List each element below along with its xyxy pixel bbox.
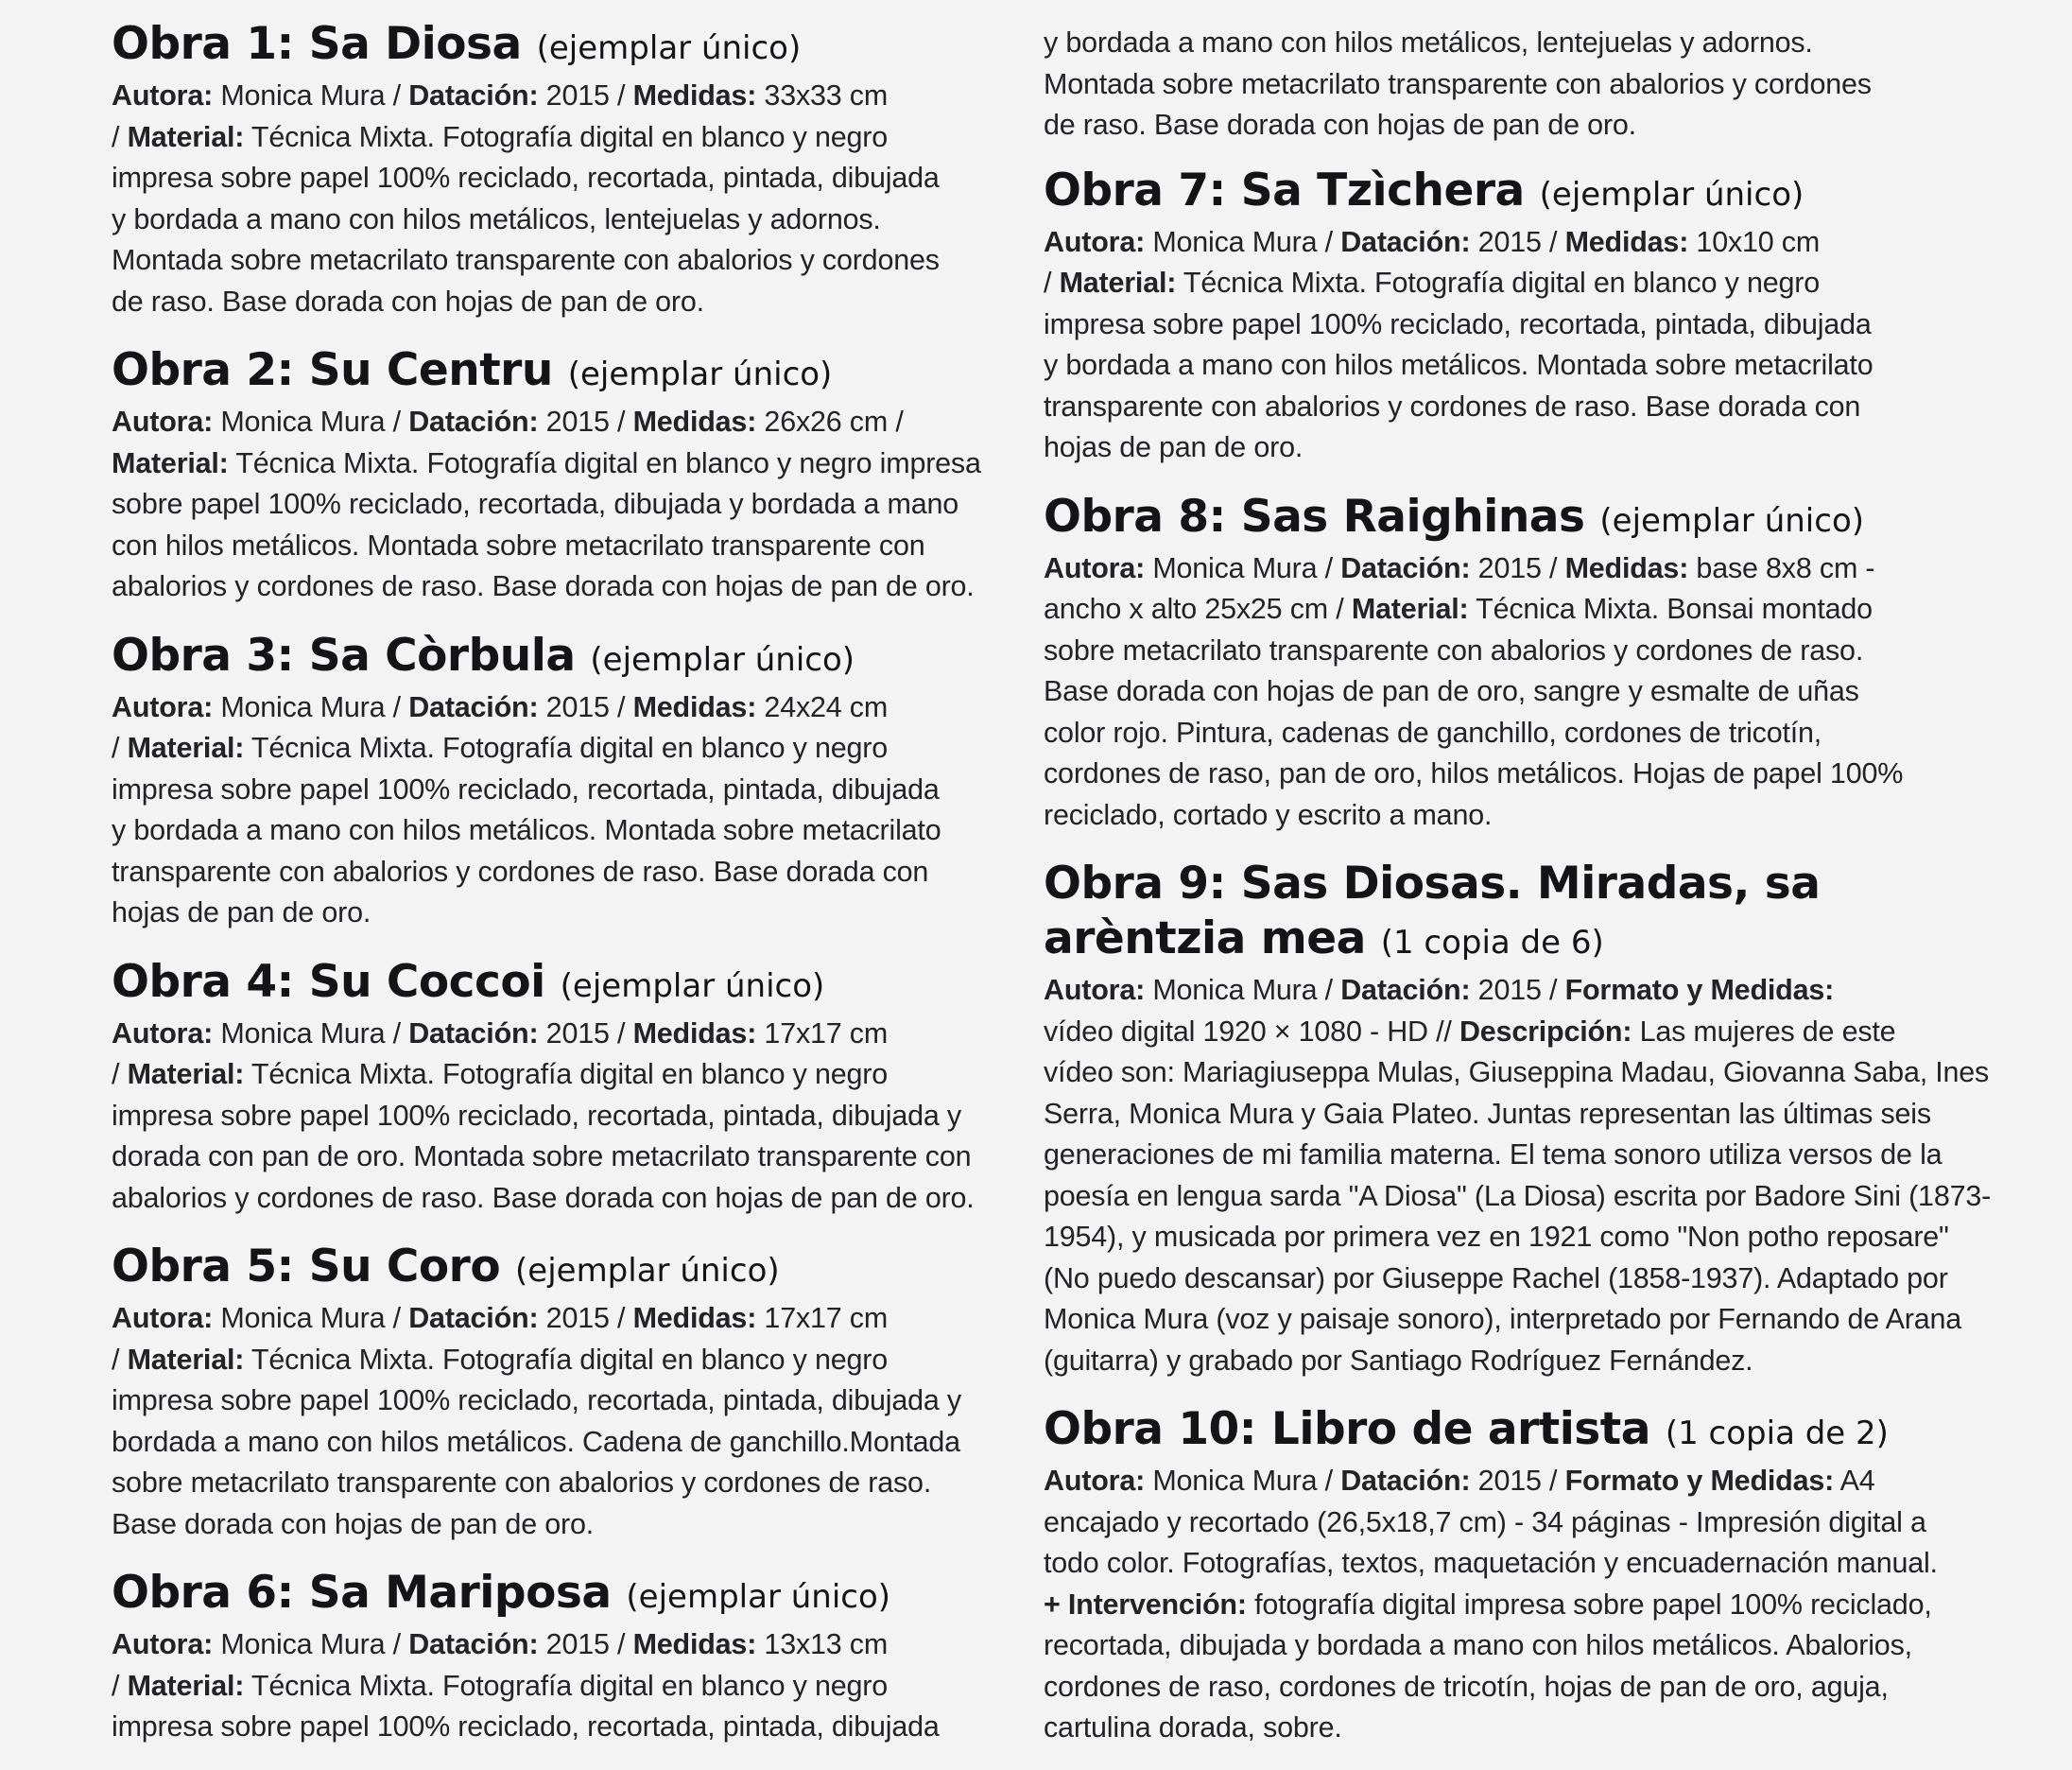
- description-line: [112, 1422, 1019, 1464]
- description-line: [1044, 589, 1951, 631]
- description-line: [1044, 1299, 1962, 1341]
- description-line: [112, 1298, 1019, 1340]
- artwork-edition: (ejemplar único): [567, 356, 833, 393]
- description-line: [112, 76, 1019, 117]
- artwork-edition: (ejemplar único): [626, 1578, 891, 1616]
- artwork-description: [112, 1298, 1019, 1545]
- artwork-entry-continuation: [1044, 23, 1951, 147]
- field-value: de raso. Base dorada con hojas de pan de oro.: [1044, 109, 1636, 141]
- description-line: [112, 402, 1019, 443]
- artwork-edition: (ejemplar único): [1599, 501, 1865, 540]
- field-value: 2015 /: [1470, 225, 1565, 258]
- field-label: Datación:: [408, 1302, 539, 1334]
- field-value: encajado y recortado (26,5x18,7 cm) - 34 páginas - Impresión digital a: [1044, 1505, 1926, 1538]
- field-label: Autora:: [112, 1016, 214, 1050]
- artwork-edition: (ejemplar único): [560, 966, 825, 1005]
- field-value: bordada a mano con hilos metálicos. Cadena de ganchillo.Montada: [112, 1425, 960, 1458]
- artwork-entry: [112, 955, 1019, 1220]
- artwork-edition: (1 copia de 6): [1380, 924, 1604, 962]
- artwork-title-text: Obra 9: Sas Diosas. Miradas, sa: [1044, 858, 1821, 910]
- description-line: [1044, 64, 1951, 106]
- description-line: [112, 893, 1019, 934]
- field-value: Técnica Mixta. Fotografía digital en blanco y negro: [244, 732, 888, 764]
- field-label: Material:: [127, 732, 245, 764]
- field-value: base 8x8 cm -: [1688, 551, 1875, 584]
- artwork-title-text: Obra 1: Sa Diosa: [112, 18, 522, 70]
- description-line: [112, 1666, 1019, 1708]
- field-value: 17x17 cm: [756, 1302, 889, 1334]
- field-value: cartulina dorada, sobre.: [1044, 1711, 1342, 1744]
- field-value: sobre metacrilato transparente con abalorios y cordones de raso.: [112, 1466, 932, 1499]
- field-value: impresa sobre papel 100% reciclado, recortada, pintada, dibujada: [1044, 307, 1872, 340]
- description-line: [1044, 754, 1951, 795]
- artwork-entry: [112, 1566, 1019, 1748]
- field-value: reciclado, cortado y escrito a mano.: [1044, 798, 1493, 831]
- artwork-title: [112, 1566, 1019, 1624]
- description-line: [1044, 1176, 1992, 1218]
- field-label: Autora:: [1044, 1465, 1146, 1497]
- description-line: [1044, 1341, 1951, 1382]
- field-value: impresa sobre papel 100% reciclado, recortada, pintada, dibujada y: [112, 1384, 961, 1416]
- field-value: (guitarra) y grabado por Santiago Rodríguez Fernández.: [1044, 1344, 1753, 1377]
- description-line: [112, 1624, 1019, 1666]
- artwork-edition: (ejemplar único): [515, 1252, 780, 1290]
- artwork-description: [1044, 548, 1951, 837]
- description-line: [112, 1707, 1019, 1748]
- description-line: [112, 117, 1019, 159]
- description-line: [112, 1014, 1019, 1055]
- field-label: Medidas:: [632, 1302, 757, 1334]
- field-value: y bordada a mano con hilos metálicos. Montada sobre metacrilato: [1044, 349, 1873, 381]
- right-column: [1044, 23, 1992, 1770]
- description-line: [1044, 304, 1951, 346]
- artwork-description: [112, 1014, 1019, 1220]
- field-label: Autora:: [112, 1302, 214, 1334]
- field-value: abalorios y cordones de raso. Base dorada con hojas de pan de oro.: [112, 1181, 975, 1214]
- field-label: Medidas:: [632, 406, 757, 438]
- field-label: Medidas:: [632, 1628, 757, 1660]
- field-label: Autora:: [112, 690, 214, 723]
- field-label: Autora:: [112, 1628, 214, 1660]
- artwork-description: [1044, 970, 1992, 1381]
- description-line: [1044, 105, 1951, 147]
- description-line: [112, 1463, 1019, 1504]
- field-value: sobre metacrilato transparente con abalorios y cordones de raso.: [1044, 633, 1864, 667]
- field-value: Base dorada con hojas de pan de oro, sangre y esmalte de uñas: [1044, 675, 1859, 707]
- field-label: Medidas:: [632, 1016, 757, 1050]
- description-line: [112, 443, 1019, 485]
- description-line: [1044, 1258, 1951, 1300]
- artwork-title: [112, 629, 1019, 687]
- field-value: 2015 /: [538, 1628, 633, 1660]
- description-line: [112, 810, 1019, 852]
- artwork-edition: (ejemplar único): [536, 29, 802, 67]
- description-line: [112, 526, 1019, 567]
- artwork-description: [1044, 23, 1951, 147]
- field-value: Monica Mura /: [1145, 551, 1341, 584]
- artwork-entry: [1044, 1402, 1951, 1749]
- field-label: Medidas:: [1564, 225, 1689, 258]
- description-line: [1044, 671, 1951, 713]
- artwork-title-text: Obra 2: Su Centru: [112, 344, 553, 396]
- field-value: 24x24 cm: [756, 690, 889, 723]
- description-line: [1044, 1585, 1951, 1626]
- field-value: fotografía digital impresa sobre papel 100% reciclado,: [1246, 1588, 1932, 1621]
- description-line: [112, 1178, 1019, 1220]
- description-line: [1044, 427, 1951, 469]
- field-label: Datación:: [408, 79, 539, 112]
- artwork-entry: [112, 343, 1019, 608]
- field-value: 2015 /: [538, 79, 633, 112]
- artwork-title: [112, 1240, 1019, 1298]
- description-line: [1044, 713, 1951, 755]
- description-line: [1044, 387, 1951, 428]
- artwork-title-text: Obra 7: Sa Tzìchera: [1044, 164, 1525, 217]
- field-value: sobre papel 100% reciclado, recortada, dibujada y bordada a mano: [112, 488, 959, 520]
- field-value: 2015 /: [538, 690, 633, 723]
- description-line: [112, 282, 1019, 323]
- artwork-description: [112, 402, 1019, 608]
- field-value: cordones de raso, pan de oro, hilos metálicos. Hojas de papel 100%: [1044, 757, 1904, 790]
- field-value: Monica Mura /: [213, 1016, 409, 1050]
- field-label: Medidas:: [632, 690, 757, 723]
- description-line: [1044, 1094, 1951, 1136]
- field-value: /: [1044, 267, 1060, 299]
- field-value: Serra, Monica Mura y Gaia Plateo. Juntas representan las últimas seis: [1044, 1097, 1931, 1130]
- field-label: Material:: [127, 1343, 245, 1376]
- field-value: y bordada a mano con hilos metálicos. Montada sobre metacrilato: [112, 814, 941, 846]
- field-value: 2015 /: [538, 1016, 633, 1050]
- field-value: Monica Mura (voz y paisaje sonoro), interpretado por Fernando de Arana: [1044, 1303, 1962, 1335]
- artwork-description: [1044, 1461, 1951, 1749]
- description-line: [1044, 1708, 1951, 1749]
- artwork-entry: [1044, 164, 1951, 469]
- description-line: [1044, 1625, 1951, 1667]
- field-value: Monica Mura /: [213, 1302, 409, 1334]
- description-line: [112, 1054, 1019, 1096]
- description-line: [1044, 1502, 1951, 1544]
- field-value: abalorios y cordones de raso. Base dorada con hojas de pan de oro.: [112, 570, 975, 602]
- field-label: Material:: [1059, 267, 1177, 299]
- field-value: ancho x alto 25x25 cm /: [1044, 593, 1352, 625]
- field-label: Material:: [1351, 593, 1469, 625]
- field-label: Formato y Medidas:: [1564, 974, 1835, 1006]
- field-label: Autora:: [112, 406, 214, 438]
- description-line: [112, 687, 1019, 729]
- field-value: impresa sobre papel 100% reciclado, recortada, pintada, dibujada: [112, 162, 940, 194]
- field-value: Técnica Mixta. Fotografía digital en blanco y negro: [1176, 267, 1820, 299]
- field-value: con hilos metálicos. Montada sobre metacrilato transparente con: [112, 529, 925, 562]
- description-line: [112, 1096, 1019, 1137]
- description-line: [112, 728, 1019, 770]
- field-value: cordones de raso, cordones de tricotín, hojas de pan de oro, aguja,: [1044, 1670, 1889, 1703]
- field-value: Técnica Mixta. Fotografía digital en blanco y negro: [244, 1343, 888, 1376]
- description-line: [112, 484, 1019, 526]
- artwork-entry: [1044, 857, 1992, 1381]
- artwork-title: [112, 17, 1019, 76]
- field-value: 26x26 cm /: [756, 406, 904, 438]
- field-value: Montada sobre metacrilato transparente con abalorios y cordones: [1044, 67, 1872, 100]
- field-value: 10x10 cm: [1688, 225, 1821, 258]
- description-line: [112, 1137, 1019, 1178]
- description-line: [1044, 1217, 1951, 1258]
- field-value: Monica Mura /: [1145, 974, 1341, 1006]
- left-column: [112, 17, 1019, 1769]
- field-value: Monica Mura /: [213, 1628, 409, 1660]
- artwork-title: [1044, 1402, 1951, 1461]
- artwork-title: [112, 955, 1019, 1014]
- field-value: color rojo. Pintura, cadenas de ganchillo, cordones de tricotín,: [1044, 716, 1822, 749]
- description-line: [112, 852, 1019, 894]
- field-label: Formato y Medidas:: [1564, 1465, 1835, 1497]
- field-value: 2015 /: [1470, 1465, 1565, 1497]
- artwork-description: [112, 1624, 1019, 1748]
- description-line: [1044, 970, 1951, 1012]
- description-line: [112, 158, 1019, 200]
- field-label: Autora:: [1044, 225, 1146, 258]
- artwork-title: [112, 343, 1019, 402]
- artwork-edition: (1 copia de 2): [1665, 1414, 1889, 1452]
- description-line: [1044, 1052, 1990, 1094]
- field-label: Datación:: [408, 406, 539, 438]
- artwork-entry: [112, 1240, 1019, 1545]
- field-value: Monica Mura /: [1145, 225, 1341, 258]
- field-value: Base dorada con hojas de pan de oro.: [112, 1507, 594, 1540]
- field-value: Monica Mura /: [213, 79, 409, 112]
- description-line: [112, 1340, 1019, 1381]
- field-value: transparente con abalorios y cordones de raso. Base dorada con: [1044, 390, 1861, 423]
- description-line: [1044, 795, 1951, 837]
- field-value: Técnica Mixta. Fotografía digital en blanco y negro: [244, 120, 888, 153]
- field-value: impresa sobre papel 100% reciclado, recortada, pintada, dibujada: [112, 772, 940, 806]
- description-line: [1044, 263, 1951, 304]
- field-value: /: [112, 1058, 128, 1090]
- artwork-title: [1044, 857, 1951, 970]
- field-label: Descripción:: [1459, 1015, 1632, 1048]
- field-label: Autora:: [112, 79, 214, 112]
- field-value: impresa sobre papel 100% reciclado, recortada, pintada, dibujada y: [112, 1099, 961, 1132]
- field-label: Datación:: [408, 690, 539, 723]
- description-line: [1044, 23, 1951, 64]
- artwork-title-text: Obra 8: Sas Raighinas: [1044, 490, 1585, 543]
- field-value: Técnica Mixta. Fotografía digital en blanco y negro: [244, 1058, 888, 1090]
- field-value: todo color. Fotografías, textos, maquetación y encuadernación manual.: [1044, 1547, 1938, 1579]
- artwork-edition: (ejemplar único): [1539, 175, 1804, 214]
- description-line: [112, 240, 1019, 282]
- description-line: [1044, 345, 1951, 387]
- artwork-title-text: Obra 4: Su Coccoi: [112, 955, 545, 1008]
- description-line: [112, 200, 1019, 241]
- artwork-title-text: Obra 6: Sa Mariposa: [112, 1567, 612, 1619]
- field-value: hojas de pan de oro.: [112, 896, 371, 928]
- description-line: [1044, 1461, 1951, 1502]
- field-value: A4: [1834, 1465, 1875, 1497]
- field-value: 13x13 cm: [756, 1628, 889, 1660]
- artwork-entry: [112, 629, 1019, 934]
- field-label: Datación:: [1340, 974, 1471, 1006]
- field-value: generaciones de mi familia materna. El tema sonoro utiliza versos de la: [1044, 1138, 1942, 1171]
- field-label: Datación:: [1340, 1465, 1471, 1497]
- description-line: [1044, 1012, 1951, 1053]
- field-value: 2015 /: [1470, 974, 1565, 1006]
- artwork-edition: (ejemplar único): [590, 640, 855, 679]
- description-line: [112, 1504, 1019, 1546]
- description-line: [112, 770, 1019, 811]
- field-value: poesía en lengua sarda "A Diosa" (La Diosa) escrita por Badore Sini (1873-: [1044, 1179, 1992, 1212]
- description-line: [112, 566, 1019, 608]
- description-line: [1044, 548, 1951, 590]
- field-label: Autora:: [1044, 551, 1146, 584]
- artwork-entry: [112, 17, 1019, 322]
- field-label: Material:: [127, 120, 245, 153]
- field-value: de raso. Base dorada con hojas de pan de oro.: [112, 285, 704, 318]
- field-label: Datación:: [1340, 551, 1471, 584]
- field-label: Autora:: [1044, 974, 1146, 1006]
- description-line: [112, 1380, 1019, 1422]
- field-value: /: [112, 1669, 128, 1702]
- field-value: (No puedo descansar) por Giuseppe Rachel (1858-1937). Adaptado por: [1044, 1261, 1948, 1294]
- field-label: Medidas:: [632, 79, 757, 112]
- field-label: Material:: [112, 446, 229, 479]
- field-value: Técnica Mixta. Fotografía digital en blanco y negro impresa: [228, 446, 981, 479]
- field-value: vídeo son: Mariagiuseppa Mulas, Giuseppina Madau, Giovanna Saba, Ines: [1044, 1056, 1990, 1088]
- field-value: Monica Mura /: [1145, 1465, 1341, 1497]
- artwork-title: [1044, 164, 1951, 222]
- field-value: vídeo digital 1920 × 1080 - HD //: [1044, 1015, 1459, 1048]
- field-label: Material:: [127, 1669, 245, 1702]
- description-line: [1044, 222, 1951, 264]
- field-value: Técnica Mixta. Bonsai montado: [1468, 593, 1873, 625]
- artwork-title: [1044, 490, 1951, 548]
- field-value: 17x17 cm: [756, 1016, 889, 1050]
- artwork-description: [112, 687, 1019, 934]
- field-value: transparente con abalorios y cordones de raso. Base dorada con: [112, 855, 929, 888]
- artwork-entry: [1044, 490, 1951, 837]
- field-value: Montada sobre metacrilato transparente con abalorios y cordones: [112, 244, 940, 276]
- field-label: Datación:: [1340, 225, 1471, 258]
- field-label: Medidas:: [1564, 551, 1689, 584]
- field-value: Técnica Mixta. Fotografía digital en blanco y negro: [244, 1669, 888, 1702]
- field-value: /: [112, 120, 128, 153]
- field-value: 1954), y musicada por primera vez en 1921 como "Non potho reposare": [1044, 1221, 1949, 1253]
- field-label: + Intervención:: [1044, 1588, 1247, 1621]
- field-label: Datación:: [408, 1016, 539, 1050]
- field-value: Las mujeres de este: [1632, 1015, 1896, 1048]
- description-line: [1044, 631, 1951, 672]
- field-label: Material:: [127, 1058, 245, 1090]
- field-value: y bordada a mano con hilos metálicos, lentejuelas y adornos.: [1044, 26, 1813, 59]
- artwork-title-text: Obra 5: Su Coro: [112, 1241, 501, 1293]
- artwork-title-text: Obra 3: Sa Còrbula: [112, 629, 576, 682]
- artwork-description: [1044, 222, 1951, 469]
- field-value: 2015 /: [1470, 551, 1565, 584]
- artwork-title-text-continued: arèntzia mea: [1044, 912, 1366, 964]
- field-value: 2015 /: [538, 1302, 633, 1334]
- field-value: y bordada a mano con hilos metálicos, lentejuelas y adornos.: [112, 202, 881, 235]
- field-value: /: [112, 732, 128, 764]
- field-value: 33x33 cm: [756, 79, 889, 112]
- description-line: [1044, 1543, 1951, 1585]
- field-value: /: [112, 1343, 128, 1376]
- field-label: Datación:: [408, 1628, 539, 1660]
- field-value: 2015 /: [538, 406, 633, 438]
- field-value: hojas de pan de oro.: [1044, 431, 1304, 463]
- field-value: impresa sobre papel 100% reciclado, recortada, pintada, dibujada: [112, 1710, 940, 1743]
- artwork-description: [112, 76, 1019, 322]
- field-value: recortada, dibujada y bordada a mano con hilos metálicos. Abalorios,: [1044, 1629, 1912, 1661]
- field-value: Monica Mura /: [213, 406, 409, 438]
- field-value: Monica Mura /: [213, 690, 409, 723]
- description-line: [1044, 1135, 1951, 1176]
- field-value: dorada con pan de oro. Montada sobre metacrilato transparente con: [112, 1140, 972, 1172]
- artwork-title-text: Obra 10: Libro de artista: [1044, 1403, 1650, 1455]
- description-line: [1044, 1667, 1951, 1709]
